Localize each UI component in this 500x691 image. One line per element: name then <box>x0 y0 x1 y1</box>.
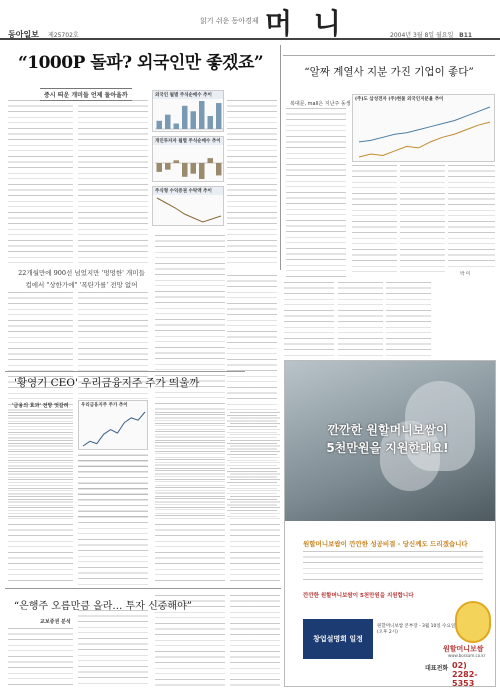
chart-bar <box>174 160 180 163</box>
chart-bar <box>199 101 205 129</box>
ad-promo: 깐깐한 원할머니보쌈이 5천만원을 지원합니다 <box>303 593 414 599</box>
article-text <box>8 628 73 686</box>
chart-title: 개인투자자 월별 주식순매수 추이 <box>153 137 223 145</box>
chart-bar <box>216 103 222 129</box>
article-text <box>78 455 148 585</box>
article-text <box>230 412 280 585</box>
section-subtitle: 읽기 쉬운 동아경제 <box>200 17 259 25</box>
headline-1000p-sub: 증시 띄운 개미들 언제 돌아올까 <box>40 88 132 101</box>
chart-individual <box>152 136 224 182</box>
ad-phone-label: 대표전화 <box>425 665 449 672</box>
headline-4-sub: 교보증권 분석 <box>40 619 71 625</box>
headline-2: “알짜 계열사 지분 가진 기업이 좋다” <box>304 66 474 78</box>
ad-photo <box>285 361 495 521</box>
chart-bar <box>182 106 188 129</box>
article-text <box>386 282 431 357</box>
ad-logo-face <box>455 601 491 643</box>
chart-holdings-svg <box>357 104 492 160</box>
chart-funds <box>152 186 224 226</box>
headline-2-lead: 복대문, mall은 지난주 동생 <box>290 101 351 107</box>
sub-headline: 22개월만에 900선 넘었지만 '멍멍한' 개미들 컵에서 "상한가에" '폭탄가를' 전망 없어 <box>18 269 145 289</box>
chart-foreign-svg <box>155 99 223 131</box>
chart-bar <box>208 158 214 163</box>
ad-phone: 02) 2282-5353 <box>452 661 478 688</box>
chart-bar <box>182 163 188 177</box>
issue-date: 2004년 3월 8일 월요일 B11 <box>390 32 473 39</box>
chart-individual-svg <box>155 145 223 181</box>
chart-bar <box>216 163 222 175</box>
newspaper-brand: 동아일보 <box>8 30 39 39</box>
chart-bar <box>157 163 163 172</box>
article-text <box>8 100 73 265</box>
advertisement[interactable] <box>284 360 496 687</box>
chart-bar <box>165 115 171 129</box>
section-title: 머 니 <box>265 7 347 40</box>
ad-body-text <box>303 551 483 581</box>
chart-series-line <box>359 107 490 142</box>
chart-series-line <box>157 198 221 222</box>
ad-headline-1: 깐깐한 원할머니보쌈이 <box>327 423 448 437</box>
article-text <box>352 165 397 275</box>
chart-bar <box>208 116 214 129</box>
chart-bar <box>199 163 205 179</box>
article-text <box>155 595 225 686</box>
chart-funds-svg <box>155 195 223 225</box>
article-text <box>230 595 280 686</box>
headline-4: “은행주 오름만큼 올라… 투자 신중해야” <box>14 601 192 612</box>
article-text <box>338 282 383 357</box>
article-text <box>78 610 148 686</box>
article-text <box>286 108 346 278</box>
chart-foreign <box>152 90 224 132</box>
chart-holdings <box>352 94 495 162</box>
chart-bar <box>191 111 197 129</box>
ad-seminar-title: 창업설명회 일정 <box>313 635 363 643</box>
headline-2-box <box>283 55 495 95</box>
chart-title: (주)도 삼성전자 (주)현물 외국인지분율 추이 <box>355 97 444 102</box>
headline-3: '황영기 CEO' 우리금융지주 주가 띄울까 <box>14 377 200 389</box>
issue-number: 제25702호 <box>48 32 79 39</box>
article-text <box>448 165 495 270</box>
chart-woori-svg <box>81 409 147 449</box>
chart-bar <box>165 163 171 170</box>
chart-title: 우리금융지주 주가 추이 <box>81 403 128 408</box>
chart-woori <box>78 400 148 450</box>
article-text <box>400 165 445 275</box>
chart-bar <box>191 163 197 174</box>
masthead <box>0 0 500 40</box>
byline: 박 미 <box>460 272 471 277</box>
ad-slogan: 원할머니보쌈이 깐깐한 성공비결 - 당신께도 드리겠습니다 <box>303 540 468 548</box>
headline-3-sub: '금융의 효과' 전망 엇갈려 <box>12 403 69 409</box>
ad-seminar-info: 원할머니보쌈 본부장 - 3월 10일 수요일 (오후 2시) <box>377 624 456 635</box>
chart-title: 외국인 월별 주식순매수 추이 <box>153 91 223 99</box>
article-text <box>155 412 225 585</box>
ad-headline-2: 5천만원을 지원한대요! <box>326 441 449 455</box>
chart-series-line <box>359 122 490 157</box>
headline-1000p: “1000P 돌파? 외국인만 좋겠죠” <box>18 53 264 73</box>
chart-title: 주식형 수익증권 수탁액 추이 <box>153 187 223 195</box>
article-text <box>8 412 73 582</box>
chart-bar <box>157 121 163 129</box>
ad-brand: 원할머니보쌈 <box>443 645 484 653</box>
ad-seminar-box <box>303 619 373 659</box>
article-text <box>78 100 148 265</box>
chart-series-line <box>83 412 145 446</box>
chart-bar <box>174 124 180 129</box>
ad-site: www.bossam.co.kr <box>448 653 486 658</box>
article-text <box>227 100 277 265</box>
